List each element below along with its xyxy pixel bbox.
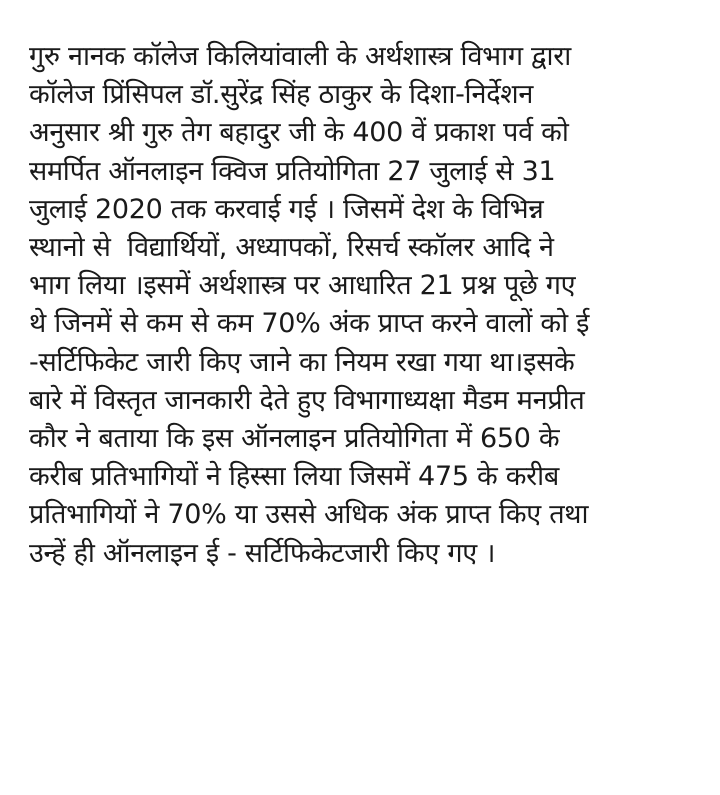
text-line-4: समर्पित ऑनलाइन क्विज प्रतियोगिता 27 जुलाई से 31 xyxy=(29,155,556,187)
text-line-3: अनुसार श्री गुरु तेग बहादुर जी के 400 वें प्रकाश पर्व को xyxy=(29,117,569,149)
text-line-9: -सर्टिफिकेट जारी किए जाने का नियम रखा गया था।इसके xyxy=(29,346,575,378)
text-line-13: प्रतिभागियों ने 70% या उससे अधिक अंक प्राप्त किए तथा xyxy=(29,499,589,531)
news-article-text xyxy=(29,38,699,573)
text-line-8: थे जिनमें से कम से कम 70% अंक प्राप्त करने वालों को ई xyxy=(29,308,590,340)
text-line-14: उन्हें ही ऑनलाइन ई - सर्टिफिकेटजारी किए गए । xyxy=(29,537,496,569)
text-line-11: कौर ने बताया कि इस ऑनलाइन प्रतियोगिता में 650 के xyxy=(29,423,560,455)
text-line-6: स्थानो से विद्यार्थियों, अध्यापकों, रिसर्च स्कॉलर आदि ने xyxy=(29,232,554,264)
text-line-12: करीब प्रतिभागियों ने हिस्सा लिया जिसमें 475 के करीब xyxy=(29,461,559,493)
text-line-1: गुरु नानक कॉलेज किलियांवाली के अर्थशास्त्र विभाग द्वारा xyxy=(29,41,571,72)
text-line-2: कॉलेज प्रिंसिपल डॉ.सुरेंद्र सिंह ठाकुर के दिशा-निर्देशन xyxy=(29,79,534,111)
text-line-5: जुलाई 2020 तक करवाई गई । जिसमें देश के विभिन्न xyxy=(29,193,544,225)
text-line-10: बारे में विस्तृत जानकारी देते हुए विभागाध्यक्षा मैडम मनप्रीत xyxy=(29,384,585,416)
text-line-7: भाग लिया ।इसमें अर्थशास्त्र पर आधारित 21 प्रश्न पूछे गए xyxy=(29,270,576,302)
